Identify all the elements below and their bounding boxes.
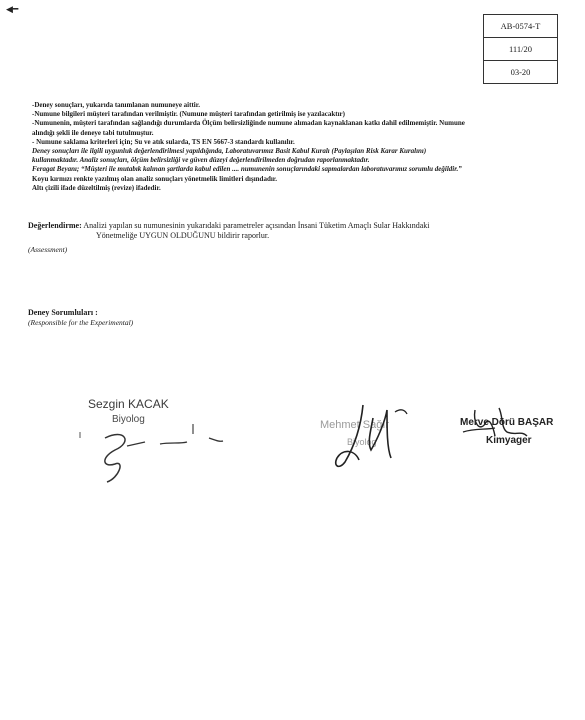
assessment-label: Değerlendirme: <box>28 221 82 230</box>
document-code-box <box>483 14 558 84</box>
responsible-label: Deney Sorumluları : <box>28 308 98 317</box>
note-line: Koyu kırmızı renkte yazılmış olan analiz sonuçları yönetmelik limitleri dışındadır. <box>32 174 278 183</box>
signatory-2-name: Mehmet Sağır <box>320 419 390 431</box>
note-line: Feragat Beyanı; “Müşteri ile mutabık kalınan şartlarda kabul edilen .... numunenin sonuçlarındaki sapmalardan laboratuvarımız sorumlu değildir.” <box>32 165 462 174</box>
assessment-section <box>28 221 558 255</box>
note-line: - Numune saklama kriterleri için; Su ve atık sularda, TS EN 5667-3 standardı kullanılır. <box>32 137 295 146</box>
report-date: 03-20 <box>510 67 531 77</box>
document-code: AB-0574-T <box>484 15 557 38</box>
note-line: -Deney sonuçları, yukarıda tanımlanan numuneye aittir. <box>32 101 200 109</box>
signatory-1-title: Biyolog <box>112 414 145 425</box>
note-line: Deney sonuçları ile ilgili uygunluk değerlendirilmesi yapıldığında, Laboratuvarımız Basit Kabul Kuralı (Paylaşılan Risk Karar Kuralını) <box>32 147 427 156</box>
note-line: -Numune bilgileri müşteri tarafından verilmiştir. (Numune müşteri tarafından getirilmiş ise yazılacaktır) <box>32 110 345 119</box>
signature-3-image <box>455 402 555 452</box>
assessment-text-2: Yönetmeliğe UYGUN OLDUĞUNU bildirir raporlur. <box>96 231 270 240</box>
note-line: alındığı şekli ile deneye tabi tutulmuştur. <box>32 128 154 137</box>
report-notes <box>32 101 557 193</box>
signatory-3-title: Kimyager <box>486 435 532 446</box>
note-line: -Numunenin, müşteri tarafından sağlandığı durumlarda Ölçüm belirsizliğinde numune alımadan kaynaklanan katkı dahil edilmemiştir. Numune <box>32 119 465 128</box>
assessment-text-1: Analizi yapılan su numunesinin yukarıdaki parametreler açısından İnsani Tüketim Amaçlı Sular Hakkındaki <box>83 221 430 230</box>
responsible-subtitle: (Responsible for the Experimental) <box>28 318 134 327</box>
assessment-subtitle: (Assessment) <box>28 245 68 254</box>
corner-arrow-icon: ◀━ <box>6 4 19 14</box>
report-number: 111/20 <box>484 38 557 61</box>
signatory-3-name: Merve Dörü BAŞAR <box>460 417 554 428</box>
note-line: Altı çizili ifade düzeltilmiş (revize) ifadedir. <box>32 183 161 192</box>
responsible-section <box>28 308 133 328</box>
signature-1-image <box>75 420 225 490</box>
signatory-2-title: Biyolog <box>347 437 377 447</box>
signatory-1-name: Sezgin KACAK <box>88 397 169 411</box>
note-line: kullanmaktadır. Analiz sonuçları, ölçüm belirsizliği ve güven düzeyi değerlendirilmeden doğrudan raporlanmaktadır. <box>32 156 370 165</box>
signature-2-image <box>325 400 415 480</box>
